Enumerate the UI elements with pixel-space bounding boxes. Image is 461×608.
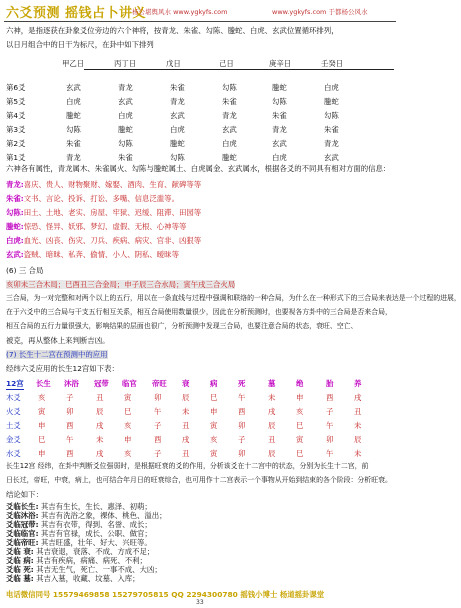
gods-row: [6, 138, 396, 147]
stage-cell: 申: [296, 393, 304, 402]
gods-cell: 勾陈: [66, 125, 81, 134]
gods-cell: 朱雀: [272, 111, 287, 120]
meaning-line: [6, 547, 154, 556]
stage-cell: 巳: [124, 407, 132, 416]
gods-cell: 白虎: [118, 111, 133, 120]
sanhe-para-line: 相互合局的五行力量很强大，影响结果的层面也很广，分析预测中发现三合局，也要注意合局的状态，衰旺、空亡、: [6, 322, 358, 330]
stage-cell: 亥: [124, 421, 132, 430]
stem-cell: 己日: [219, 59, 234, 68]
row-label: 第6爻: [6, 83, 26, 92]
meaning-value: 其吉衰退，衰落、不成、方成不足；: [36, 547, 155, 556]
stage-cell: 寅: [38, 407, 46, 416]
gods-cell: 青龙: [272, 125, 287, 134]
stage-cell: 午: [154, 407, 162, 416]
stage-header-cell: 衰: [182, 379, 190, 388]
stage-header-cell: 帝旺: [152, 379, 167, 388]
gods-cell: 白虎: [222, 139, 237, 148]
stage-header-cell: 胎: [326, 379, 334, 388]
stage-note: 经纬六爻应用的长生12宫如下表：: [6, 364, 119, 373]
stage-cell: 戌: [96, 449, 104, 458]
stage-cell: 戌: [182, 435, 190, 444]
stage-cell: 午: [66, 435, 74, 444]
attr-line: [6, 236, 201, 245]
stem-cell: 甲乙日: [62, 59, 85, 68]
gods-cell: 螣蛇: [66, 111, 81, 120]
gods-cell: 青龙: [118, 83, 133, 92]
footer-contact: 电话微信同号 15579469858 15279705815 QQ 2294300780 摇钱小博士 杨道摇卦课堂: [6, 590, 325, 599]
gods-cell: 白虎: [324, 83, 339, 92]
stage-cell: 辰: [354, 435, 362, 444]
stage-cell: 酉: [154, 435, 162, 444]
gods-cell: 勾陈: [324, 111, 339, 120]
meaning-line: [6, 538, 152, 547]
meaning-key: 爻临 墓:: [6, 574, 34, 583]
attr-line: [6, 194, 179, 203]
stage-cell: 未: [182, 407, 190, 416]
stem-cell: 庚辛日: [269, 59, 292, 68]
stage-header-cell: 长生: [36, 379, 51, 388]
stage-header-cell: 冠带: [94, 379, 109, 388]
stage-cell: 辰: [182, 393, 190, 402]
stage-row-label: 木爻: [6, 393, 21, 402]
attr-name: 白虎:: [6, 236, 24, 245]
stage-cell: 卯: [238, 449, 246, 458]
meaning-value: 其吉有洗浴之象，裸体、桃色、溢出；: [40, 511, 167, 520]
table-rule: [84, 69, 394, 70]
meaning-line: [6, 574, 140, 583]
meaning-key: 爻临长生:: [6, 502, 39, 511]
meaning-value: 其吉有衣带，得到、名誉、成长；: [40, 520, 152, 529]
attr-name: 青龙:: [6, 180, 24, 189]
row-label: 第2爻: [6, 139, 26, 148]
meaning-key: 爻临 衰:: [6, 547, 34, 556]
attr-text: 田土、土地、老实、房屋、牢狱、迟缓、阻滞、田园等: [23, 208, 202, 217]
meaning-value: 其吉旺盛，壮年、好大、兴旺等。: [40, 538, 152, 547]
stage-row-label: 水爻: [6, 449, 21, 458]
stage-cell: 戌: [268, 407, 276, 416]
stage-cell: 未: [354, 449, 362, 458]
meaning-line: [6, 511, 167, 520]
stage-header-cell: 墓: [268, 379, 276, 388]
gods-cell: 朱雀: [222, 97, 237, 106]
gods-cell: 白虎: [272, 153, 287, 162]
sanhe-list: 亥卯未三合木局；巳酉丑三合金局；申子辰三合水局；寅午戌三合火局: [6, 280, 236, 289]
stage-cell: 酉: [66, 421, 74, 430]
stage-cell: 卯: [66, 407, 74, 416]
stage-cell: 寅: [210, 449, 218, 458]
gods-row: [6, 96, 396, 105]
stage-cell: 丑: [354, 407, 362, 416]
meaning-line: [6, 520, 152, 529]
stage-header-row: [6, 378, 396, 387]
stem-cell: 壬癸日: [321, 59, 344, 68]
gods-note: 六神各有属性，青龙属木、朱雀属火、勾陈与螣蛇属土、白虎属金、玄武属水，根据各爻的不同具有相对方面的信息：: [6, 164, 391, 173]
stage-cell: 巳: [210, 393, 218, 402]
section-heading: (6) 三 合局: [6, 266, 44, 275]
stage-cell: 酉: [326, 393, 334, 402]
stage-header-cell: 死: [238, 379, 246, 388]
stage-cell: 亥: [38, 393, 46, 402]
gods-cell: 螣蛇: [272, 83, 287, 92]
gods-cell: 玄武: [118, 97, 133, 106]
stage-cell: 亥: [124, 449, 132, 458]
sanhe-para-line: 在于六爻中的三合局与干支五行相互关系，相互合局使用数量很少，因此在分析预测时，也要视各方卦中的三合局是否来合局，: [6, 308, 392, 316]
stage-row: [6, 448, 396, 457]
attr-text: 血光、凶丧、伤灾、刀兵、疾病、病灾、官非、凶狠等: [23, 236, 202, 245]
gods-cell: 螣蛇: [170, 139, 185, 148]
gods-cell: 勾陈: [170, 153, 185, 162]
stage-para-line: 长生12宫 经纬，在卦中判断爻位强弱时，是根据旺衰的爻的作用，分析该爻在十二宫中的状态，分别为长生十二宫，前: [6, 462, 369, 470]
stage-cell: 辰: [268, 449, 276, 458]
stage-cell: 寅: [124, 393, 132, 402]
gods-cell: 勾陈: [272, 97, 287, 106]
section-heading: (7) 长生十二宫在预测中的应用: [6, 350, 108, 359]
stage-cell: 戌: [96, 421, 104, 430]
gods-cell: 勾陈: [222, 83, 237, 92]
gods-cell: 螣蛇: [222, 153, 237, 162]
attr-name: 玄武:: [6, 250, 24, 259]
attr-name: 勾陈:: [6, 208, 24, 217]
stage-header-cell: 绝: [296, 379, 304, 388]
stage-cell: 子: [238, 435, 246, 444]
stage-cell: 午: [326, 449, 334, 458]
stage-row: [6, 434, 396, 443]
attr-line: [6, 208, 201, 217]
stage-cell: 卯: [326, 435, 334, 444]
page-number: 33: [196, 599, 204, 606]
meaning-key: 爻临临官:: [6, 529, 39, 538]
attr-line: [6, 250, 179, 259]
stage-cell: 子: [154, 421, 162, 430]
row-label: 第5爻: [6, 97, 26, 106]
stage-row: [6, 406, 396, 415]
stage-cell: 申: [210, 407, 218, 416]
stage-row-label: 土爻: [6, 421, 21, 430]
stage-cell: 酉: [66, 449, 74, 458]
attr-line: [6, 180, 201, 189]
stage-cell: 戌: [354, 393, 362, 402]
stage-header-cell: 沐浴: [64, 379, 79, 388]
stage-cell: 酉: [238, 407, 246, 416]
stage-cell: 卯: [154, 393, 162, 402]
stems-row: [6, 58, 396, 67]
stem-cell: 戊日: [166, 59, 181, 68]
intro-line-1: 六神，是指逐获在卦象爻位旁边的六个神将，按青龙、朱雀、勾陈、螣蛇、白虎、玄武位置循环排列，: [6, 26, 339, 35]
sanhe-para-line: 被克，再从整体上来判断吉凶。: [6, 336, 110, 345]
meaning-line: [6, 502, 152, 511]
meaning-key: 爻临冠带:: [6, 520, 39, 529]
gods-cell: 青龙: [324, 139, 339, 148]
stage-para-line: 日长过，帝旺，中衰，病上，也可结合年月日的旺衰综合，也可用作十二宫表示一个事物从开始到结束的各个阶段：分析旺衰。: [6, 476, 392, 484]
header-title: 六爻预测 摇钱占卜讲义: [6, 6, 147, 21]
stage-cell: 辰: [268, 421, 276, 430]
gods-cell: 朱雀: [324, 125, 339, 134]
attr-text: 喜庆、贵人、财物聚财、嫁娶、酒肉、生育、献碑等等: [23, 180, 202, 189]
sanhe-para-line: 三合局，为一对完整和对两个以上的五行，用以在一条直线与过程中强调和联络的一种合局，为什么在一种形式下的三合局来表达是一个过程的进展，: [6, 294, 461, 302]
stage-cell: 寅: [210, 421, 218, 430]
meaning-line: [6, 529, 152, 538]
stage-cell: 申: [124, 435, 132, 444]
stage-header-cell: 养: [354, 379, 362, 388]
gods-cell: 玄武: [324, 153, 339, 162]
gods-row: [6, 110, 396, 119]
stage-cell: 丑: [96, 393, 104, 402]
attr-line: [6, 222, 186, 231]
stage-row-label: 火爻: [6, 407, 21, 416]
gods-cell: 白虎: [170, 125, 185, 134]
gods-cell: 青龙: [66, 153, 81, 162]
header-rule: [4, 21, 396, 22]
stage-cell: 午: [238, 393, 246, 402]
stage-cell: 辰: [96, 407, 104, 416]
stage-cell: 午: [326, 421, 334, 430]
stage-cell: 未: [354, 421, 362, 430]
row-label: 第4爻: [6, 111, 26, 120]
stage-header-cell: 病: [210, 379, 218, 388]
row-label: 第1爻: [6, 153, 26, 162]
stage-cell: 子: [66, 393, 74, 402]
gods-cell: 朱雀: [66, 139, 81, 148]
gods-row: [6, 82, 396, 91]
stage-cell: 亥: [296, 407, 304, 416]
meaning-key: 爻临沐浴:: [6, 511, 39, 520]
gods-cell: 玄武: [272, 139, 287, 148]
stage-cell: 丑: [182, 421, 190, 430]
stage-cell: 巳: [296, 421, 304, 430]
stage-cell: 亥: [210, 435, 218, 444]
attr-name: 朱雀:: [6, 194, 24, 203]
stem-cell: 丙丁日: [114, 59, 137, 68]
attr-text: 惊恐、怪异、妖邪、梦幻、虚假、无根、心神等等: [23, 222, 187, 231]
gods-cell: 玄武: [66, 83, 81, 92]
meaning-value: 其吉有官禄，成长、公职、做官；: [40, 529, 152, 538]
stage-row-label: 金爻: [6, 435, 21, 444]
meaning-key: 爻临 病:: [6, 556, 34, 565]
gods-cell: 青龙: [222, 111, 237, 120]
gods-cell: 玄武: [170, 111, 185, 120]
header-site-left: 杨公堪舆风水 www.ygkyfs.com: [132, 8, 228, 16]
stage-cell: 子: [154, 449, 162, 458]
gods-cell: 螣蛇: [118, 125, 133, 134]
header-site-right: www.ygkyfs.com 于都杨公风水: [272, 8, 368, 16]
gods-row: [6, 124, 396, 133]
stage-cell: 未: [96, 435, 104, 444]
attr-text: 文书、言论、投诉、打讼、多嘴、信息泛滥等。: [23, 194, 179, 203]
gods-cell: 玄武: [222, 125, 237, 134]
stage-cell: 申: [38, 421, 46, 430]
stage-para-line: 结论如下：: [6, 490, 43, 499]
meaning-key: 爻临 死:: [6, 565, 34, 574]
row-label: 第3爻: [6, 125, 26, 134]
gods-cell: 朱雀: [118, 153, 133, 162]
meaning-value: 其吉无生气，死亡、一事不成、大凶；: [36, 565, 162, 574]
stage-cell: 申: [38, 449, 46, 458]
gods-cell: 青龙: [170, 97, 185, 106]
stage-row: [6, 392, 396, 401]
stage-cell: 卯: [238, 421, 246, 430]
intro-line-2: 以日月组合中的日干为标尺，在卦中如下排列: [6, 40, 154, 49]
stage-cell: 丑: [268, 435, 276, 444]
meaning-value: 其吉有疾病，病痛、病死、不利；: [36, 556, 147, 565]
stage-cell: 寅: [296, 435, 304, 444]
meaning-value: 其吉入墓，收藏、坟墓、入库；: [36, 574, 140, 583]
stage-cell: 未: [268, 393, 276, 402]
page-footer: [0, 588, 401, 608]
gods-cell: 白虎: [66, 97, 81, 106]
stage-cell: 子: [326, 407, 334, 416]
attr-name: 螣蛇:: [6, 222, 24, 231]
gods-cell: 勾陈: [118, 139, 133, 148]
stage-cell: 丑: [182, 449, 190, 458]
meaning-line: [6, 565, 162, 574]
meaning-line: [6, 556, 147, 565]
stage-row: [6, 420, 396, 429]
gods-cell: 螣蛇: [324, 97, 339, 106]
stage-cell: 巳: [296, 449, 304, 458]
stage-header-cell: 临官: [122, 379, 137, 388]
meaning-key: 爻临帝旺:: [6, 538, 39, 547]
gods-cell: 朱雀: [170, 83, 185, 92]
stage-cell: 巳: [38, 435, 46, 444]
page-header: [0, 0, 401, 22]
meaning-value: 其吉有生长，生长、惠泽、初萌；: [40, 502, 152, 511]
attr-text: 盗贼、暗昧、私奔、偷情、小人、阴私、暧昧等: [23, 250, 179, 259]
gods-row: [6, 152, 396, 161]
stage-header-cell: 12宫: [6, 379, 24, 388]
